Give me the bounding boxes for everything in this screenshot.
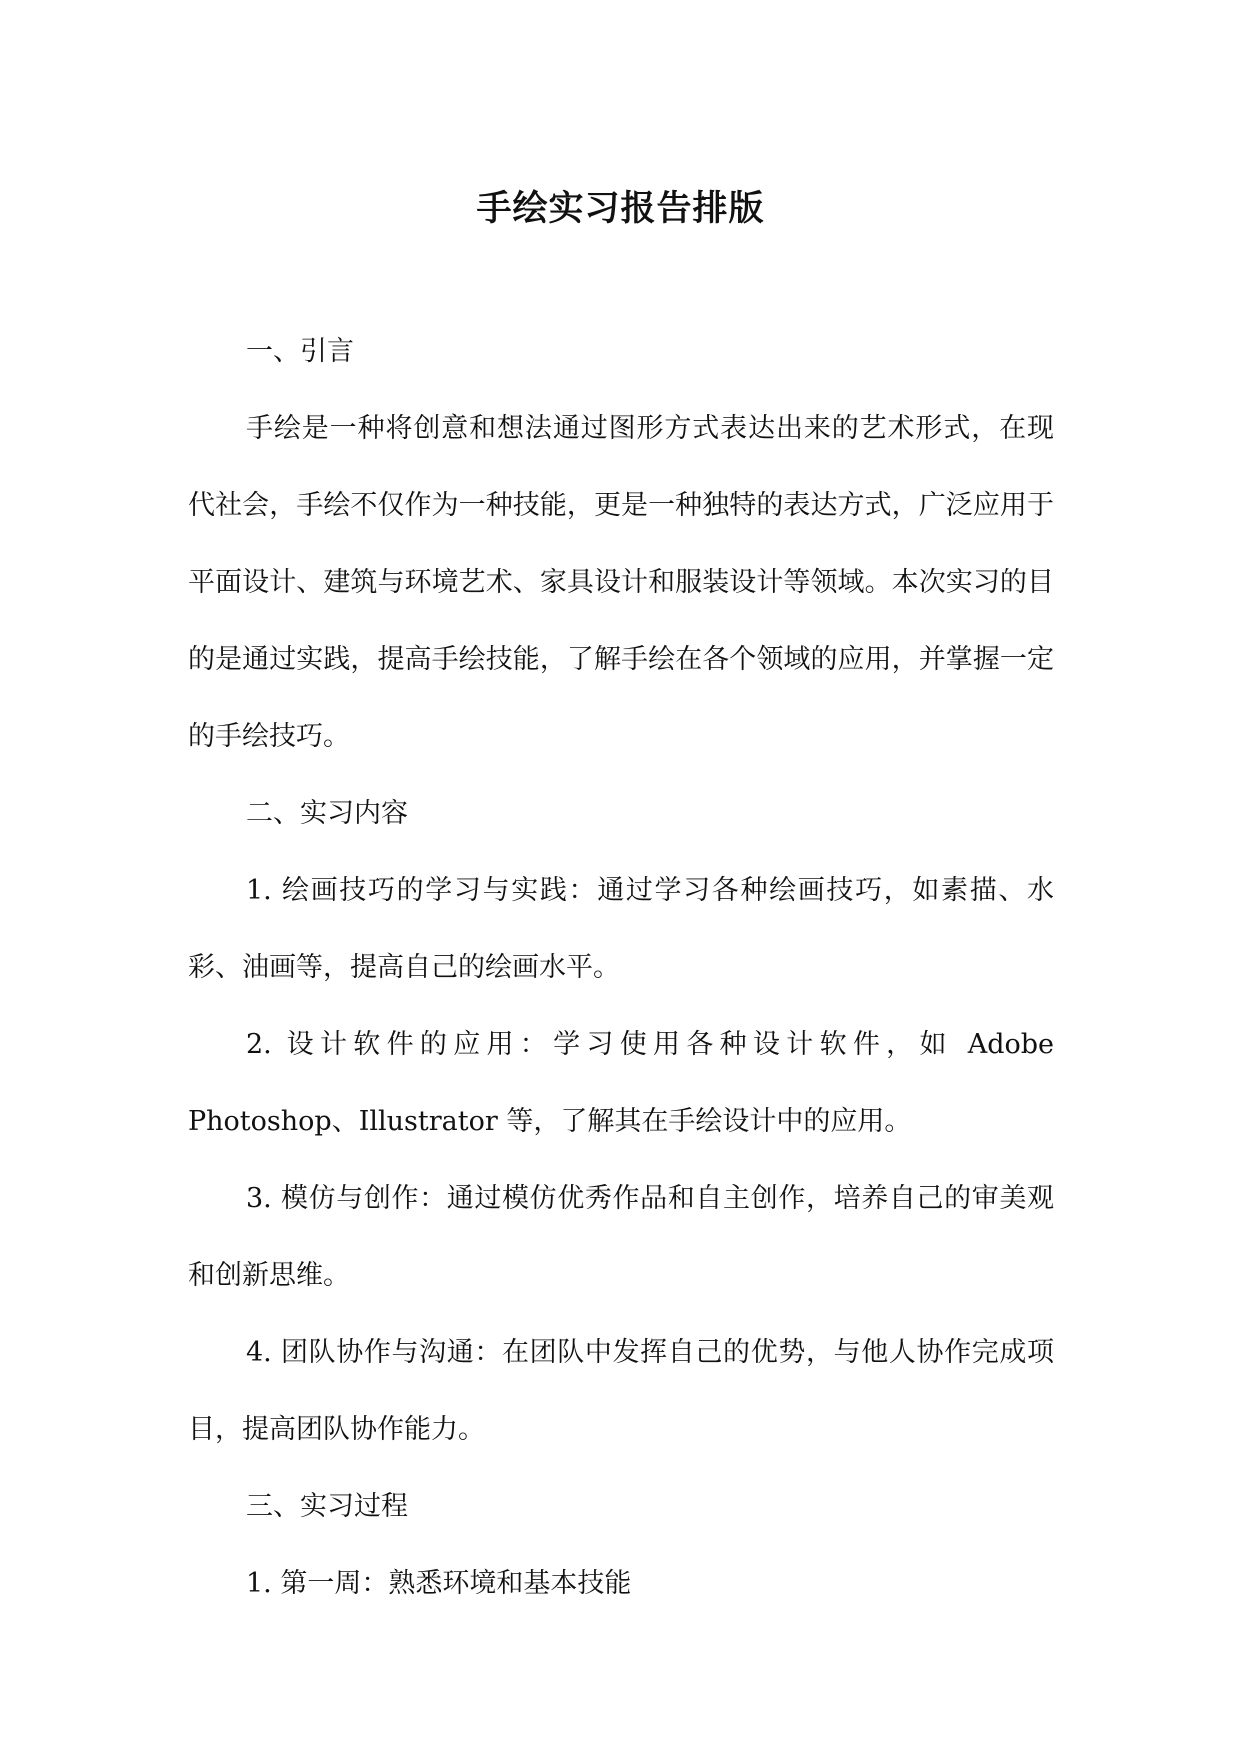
section-heading-process: 三、实习过程 (246, 1491, 408, 1522)
content-item-1: 1. 绘画技巧的学习与实践：通过学习各种绘画技巧，如素描、水彩、油画等，提高自己的绘画水平。 (188, 875, 1054, 983)
introduction-paragraph: 手绘是一种将创意和想法通过图形方式表达出来的艺术形式，在现代社会，手绘不仅作为一种技能，更是一种独特的表达方式，广泛应用于平面设计、建筑与环境艺术、家具设计和服装设计等领域。本次实习的目的是通过实践，提高手绘技能，了解手绘在各个领域的应用，并掌握一定的手绘技巧。 (188, 413, 1054, 752)
document-title: 手绘实习报告排版 (476, 188, 765, 229)
content-item-4: 4. 团队协作与沟通：在团队中发挥自己的优势，与他人协作完成项目，提高团队协作能力。 (188, 1337, 1054, 1445)
section-heading-content: 二、实习内容 (246, 798, 408, 829)
content-item-3: 3. 模仿与创作：通过模仿优秀作品和自主创作，培养自己的审美观和创新思维。 (188, 1183, 1054, 1291)
document-body (188, 313, 1054, 1622)
process-item-1: 1. 第一周：熟悉环境和基本技能 (246, 1568, 632, 1599)
content-item-2: 2. 设计软件的应用：学习使用各种设计软件，如 Adobe Photoshop、Illustrator 等，了解其在手绘设计中的应用。 (188, 1029, 1054, 1137)
section-heading-introduction: 一、引言 (246, 336, 354, 367)
